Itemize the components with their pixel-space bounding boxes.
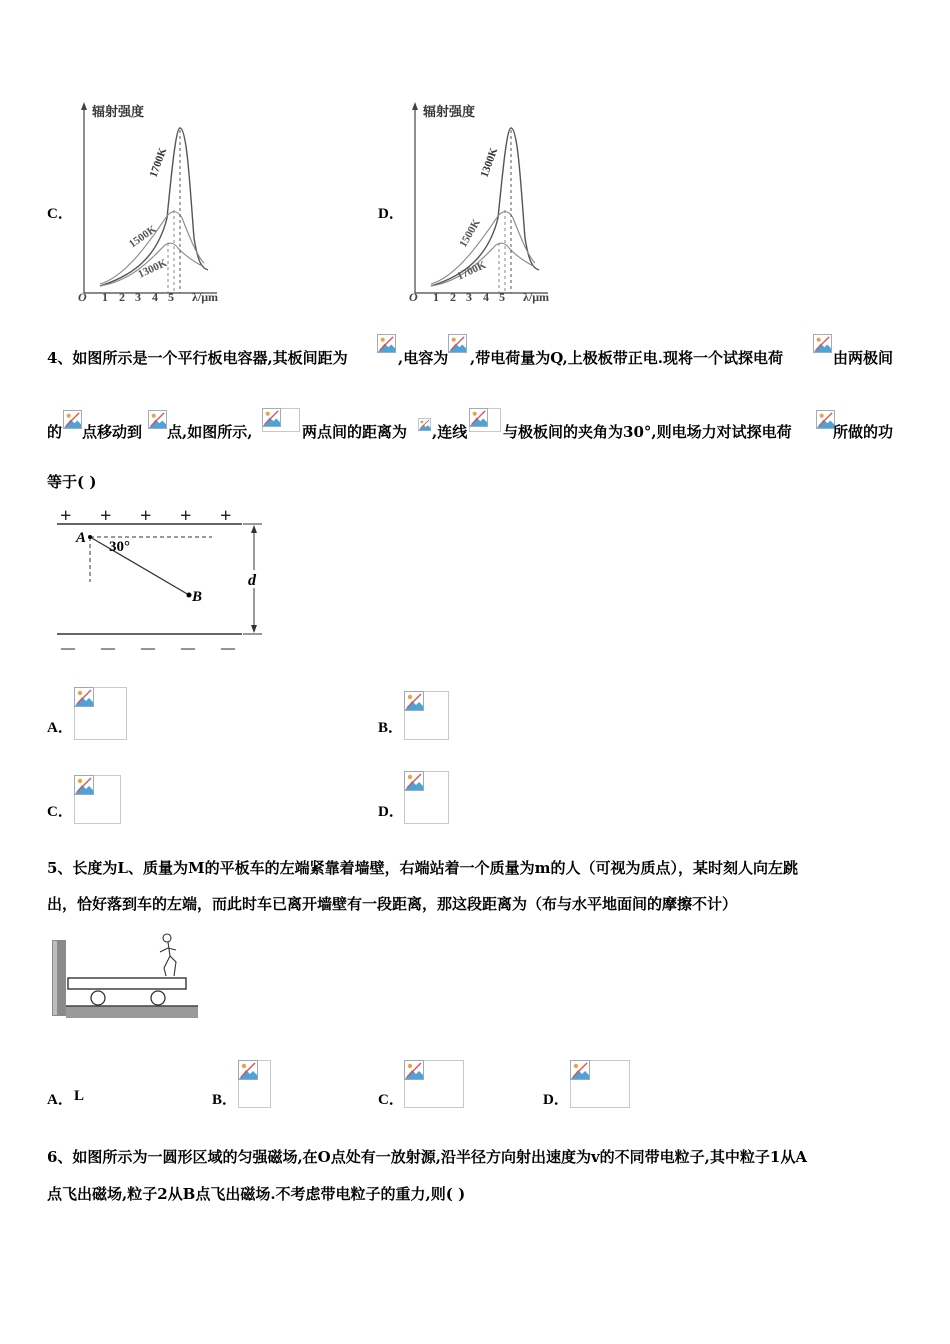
point-a-label: A xyxy=(76,530,87,546)
q5-option-b-label: B． xyxy=(212,1092,238,1108)
broken-image-icon xyxy=(813,334,832,353)
plus-sign: + xyxy=(100,505,112,527)
minus-sign: — xyxy=(221,641,235,656)
minus-sign: — xyxy=(101,641,115,656)
q5-option-c-image xyxy=(404,1060,464,1108)
graph-c-curve-label: 1700K xyxy=(147,146,170,180)
angle-label: 30° xyxy=(109,539,130,555)
q4-text-line2-a: 的 xyxy=(47,423,63,441)
q4-option-d-image xyxy=(404,771,449,824)
broken-image-icon xyxy=(148,410,167,429)
q3-graph-d xyxy=(403,98,588,310)
q4-text-line2-f: 与极板间的夹角为30°,则电场力对试探电荷 xyxy=(503,423,792,441)
minus-sign: — xyxy=(181,641,195,656)
q6-text-line2: 点飞出磁场,粒子2从B点飞出磁场.不考虑带电粒子的重力,则( ) xyxy=(47,1185,466,1203)
q4-text-line3: 等于( ) xyxy=(47,473,97,491)
graph-d-origin: O xyxy=(409,290,418,304)
q5-option-d-image xyxy=(570,1060,630,1108)
q4-capacitor-figure xyxy=(47,500,277,660)
q4-option-a-label: A． xyxy=(47,720,73,736)
q4-text-line1-a: 4、如图所示是一个平行板电容器,其板间距为 xyxy=(47,349,348,367)
q5-option-a-value: L xyxy=(74,1088,85,1104)
broken-image-icon xyxy=(377,334,396,353)
minus-sign: — xyxy=(61,641,75,656)
broken-image-icon xyxy=(418,418,431,431)
q6-text-line1: 6、如图所示为一圆形区域的匀强磁场,在O点处有一放射源,沿半径方向射出速度为v的不同带电粒子,其中粒子1从A xyxy=(47,1148,807,1166)
graph-c-tick: 5 xyxy=(168,290,174,304)
graph-c-xlabel: λ/μm xyxy=(192,290,219,304)
graph-d-curve-label: 1500K xyxy=(457,217,483,250)
graph-c-tick: 2 xyxy=(119,290,125,304)
graph-d-curve-1 xyxy=(431,128,539,286)
q3-graph-c xyxy=(72,98,257,310)
graph-d-xlabel: λ/μm xyxy=(523,290,550,304)
graph-c-ylabel: 辐射强度 xyxy=(92,104,145,119)
q5-option-b-image xyxy=(238,1060,271,1108)
graph-d-curve-2 xyxy=(431,212,535,284)
broken-image-icon xyxy=(63,410,82,429)
q3-option-c-label: C． xyxy=(47,206,73,222)
q5-option-a-label: A． xyxy=(47,1092,73,1108)
graph-d-curve-label: 1300K xyxy=(478,146,501,180)
graph-d-curve-label: 1700K xyxy=(455,258,488,283)
q4-option-b-label: B． xyxy=(378,720,404,736)
graph-c-origin: O xyxy=(78,290,87,304)
plus-sign: + xyxy=(180,505,192,527)
graph-d-tick: 3 xyxy=(466,290,472,304)
graph-c-curve-label: 1300K xyxy=(136,256,169,281)
q4-option-b-image xyxy=(404,691,449,740)
point-b-label: B xyxy=(192,589,203,605)
plus-sign: + xyxy=(140,505,152,527)
q4-text-line2-g: 所做的功 xyxy=(833,423,894,441)
q4-text-line1-d: 由两极间 xyxy=(833,349,894,367)
graph-c-tick: 1 xyxy=(102,290,108,304)
q5-text-line2: 出，恰好落到车的左端，而此时车已离开墙壁有一段距离，那这段距离为（布与水平地面间的摩擦不计） xyxy=(47,895,738,913)
minus-sign: — xyxy=(141,641,155,656)
q5-text-line1: 5、长度为L、质量为M的平板车的左端紧靠着墙壁，右端站着一个质量为m的人（可视为质点），某时刻人向左跳 xyxy=(47,859,798,877)
q4-text-line1-c: ,带电荷量为Q,上极板带正电.现将一个试探电荷 xyxy=(470,349,783,367)
plus-sign: + xyxy=(60,505,72,527)
graph-c-curve-label: 1500K xyxy=(126,223,159,251)
broken-image-icon xyxy=(448,334,467,353)
plus-sign: + xyxy=(220,505,232,527)
q3-option-d-label: D． xyxy=(378,206,404,222)
q4-text-line2-b: 点移动到 xyxy=(82,423,143,441)
q4-text-line2-d: 两点间的距离为 xyxy=(302,423,408,441)
graph-d-ylabel: 辐射强度 xyxy=(423,104,476,119)
q5-cart-figure xyxy=(50,932,205,1024)
q4-text-line2-e: ,连线 xyxy=(432,423,468,441)
graph-d-tick: 2 xyxy=(450,290,456,304)
q4-option-c-image xyxy=(74,775,121,824)
q4-text-line1-b: ,电容为 xyxy=(398,349,449,367)
graph-c-tick: 3 xyxy=(135,290,141,304)
graph-d-tick: 5 xyxy=(499,290,505,304)
q4-option-c-label: C． xyxy=(47,804,73,820)
q4-option-a-image xyxy=(74,687,127,740)
graph-d-tick: 1 xyxy=(433,290,439,304)
broken-image xyxy=(262,408,300,432)
q5-option-c-label: C． xyxy=(378,1092,404,1108)
q5-option-d-label: D． xyxy=(543,1092,569,1108)
graph-c-tick: 4 xyxy=(152,290,158,304)
graph-d-tick: 4 xyxy=(483,290,489,304)
q4-text-line2-c: 点,如图所示, xyxy=(167,423,253,441)
distance-label: d xyxy=(248,572,256,589)
broken-image xyxy=(469,408,501,432)
q4-option-d-label: D． xyxy=(378,804,404,820)
